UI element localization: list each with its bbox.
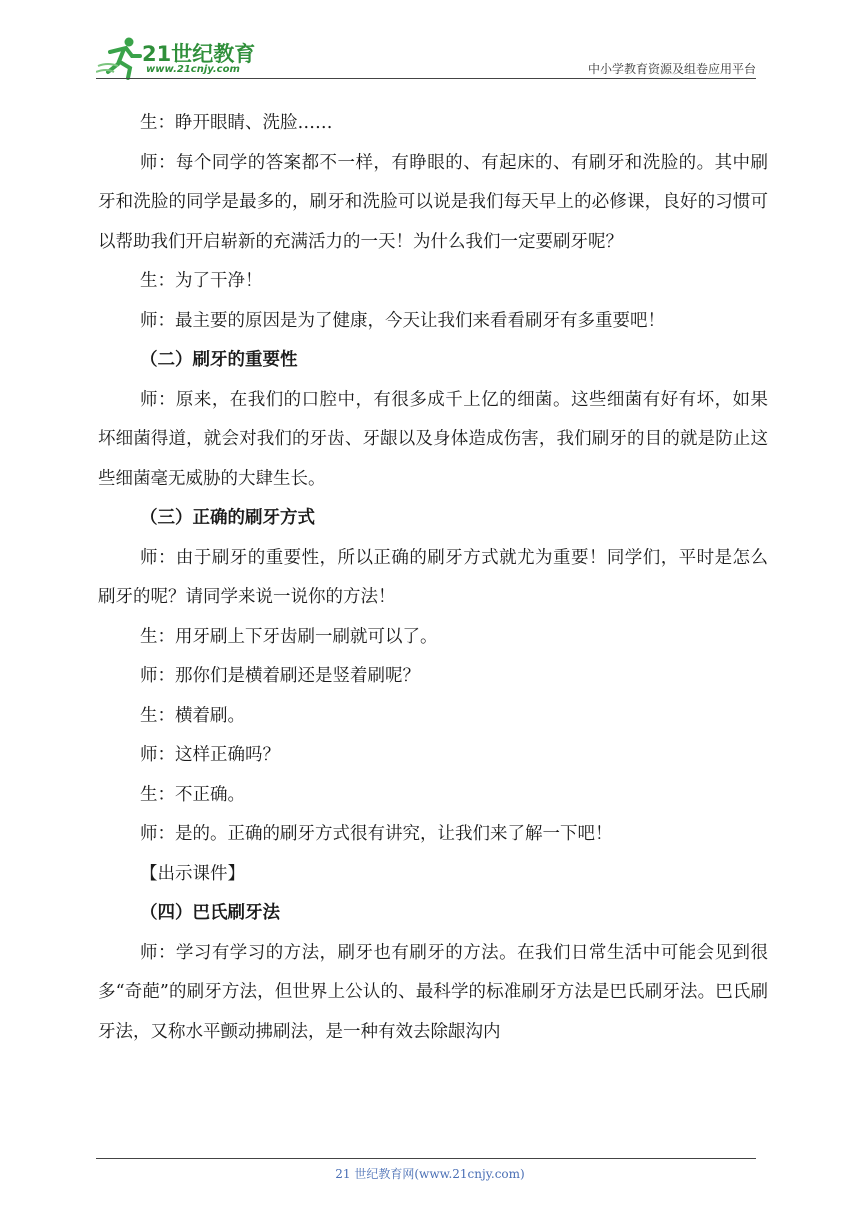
- paragraph: 师：学习有学习的方法，刷牙也有刷牙的方法。在我们日常生活中可能会见到很多“奇葩”的刷牙方法，但世界上公认的、最科学的标准刷牙方法是巴氏刷牙法。巴氏刷牙法，又称水平颤动拂刷法，是一种有效去除龈沟内: [98, 942, 768, 1042]
- paragraph: 生：睁开眼睛、洗脸……: [140, 113, 333, 133]
- paragraph: 生：横着刷。: [140, 705, 245, 726]
- paragraph: 师：那你们是横着刷还是竖着刷呢？: [140, 666, 420, 686]
- paragraph: 【出示课件】: [140, 863, 245, 884]
- paragraph: 师：原来，在我们的口腔中，有很多成千上亿的细菌。这些细菌有好有坏，如果坏细菌得道，就会对我们的牙齿、牙龈以及身体造成伤害，我们刷牙的目的就是防止这些细菌毫无威胁的大肆生长。: [98, 389, 768, 489]
- paragraph: 生：为了干净！: [140, 271, 263, 291]
- footer-divider: [96, 1158, 756, 1159]
- site-logo[interactable]: [96, 36, 266, 80]
- paragraph: 师：最主要的原因是为了健康，今天让我们来看看刷牙有多重要吧！: [140, 310, 665, 331]
- logo-url: www.21cnjy.com: [146, 64, 240, 75]
- page-footer[interactable]: 21 世纪教育网(www.21cnjy.com): [335, 1167, 525, 1181]
- page-header: [96, 28, 756, 82]
- platform-name: 中小学教育资源及组卷应用平台: [587, 62, 756, 76]
- document-body: [98, 104, 768, 1052]
- section-heading: （三）正确的刷牙方式: [140, 508, 315, 528]
- paragraph: 生：用牙刷上下牙齿刷一刷就可以了。: [140, 626, 438, 647]
- header-divider: [96, 78, 756, 79]
- section-heading: （四）巴氏刷牙法: [140, 903, 280, 923]
- paragraph: 师：每个同学的答案都不一样，有睁眼的、有起床的、有刷牙和洗脸的。其中刷牙和洗脸的同学是最多的，刷牙和洗脸可以说是我们每天早上的必修课，良好的习惯可以帮助我们开启崭新的充满活力的一天！为什么我们一定要刷牙呢？: [98, 152, 768, 252]
- logo-text: 21世纪教育: [142, 42, 256, 66]
- section-heading: （二）刷牙的重要性: [140, 350, 298, 370]
- paragraph: 生：不正确。: [140, 784, 245, 805]
- paragraph: 师：这样正确吗？: [140, 745, 280, 765]
- paragraph: 师：由于刷牙的重要性，所以正确的刷牙方式就尤为重要！同学们，平时是怎么刷牙的呢？请同学来说一说你的方法！: [98, 547, 768, 607]
- paragraph: 师：是的。正确的刷牙方式很有讲究，让我们来了解一下吧！: [140, 824, 613, 844]
- runner-logo-icon: [96, 36, 144, 80]
